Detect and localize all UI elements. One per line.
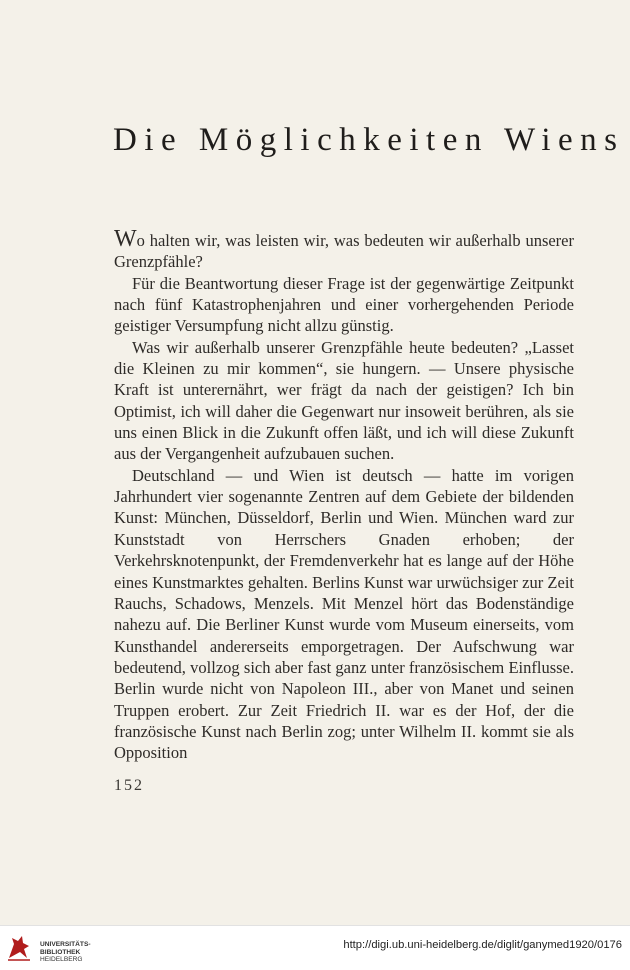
paragraph-2: Für die Beantwortung dieser Frage ist der gegenwärtige Zeitpunkt nach fünf Katastrophenjahren und einer vorhergehenden Periode geistiger Versumpfung nicht allzu günstig. (114, 273, 574, 336)
page-number: 152 (114, 777, 144, 794)
library-name-line-3: HEIDELBERG (40, 956, 83, 964)
library-name (40, 941, 91, 964)
library-logo[interactable] (6, 932, 96, 964)
drop-cap: W (114, 226, 137, 252)
paragraph-1 (114, 226, 574, 273)
library-name-line-1: UNIVERSITÄTS- (40, 941, 91, 948)
paragraph-3: Was wir außerhalb unserer Grenzpfähle heute bedeuten? „Lasset die Kleinen zu mir kommen“, sie hungern. — Unsere physische Kraft ist unterernährt, wer frägt da nach der geistigen? Ich bin Optimist, ich will daher die Gegenwart nur insoweit berühren, als sie uns einen Blick in die Zukunft offen läßt, und ich will diese Zukunft aus der Vergangenheit aufzubauen suchen. (114, 337, 574, 464)
viewer-footer (0, 925, 630, 970)
body-text (114, 226, 574, 764)
heidelberg-lion-icon (6, 932, 32, 962)
paragraph-4: Deutschland — und Wien ist deutsch — hatte im vorigen Jahrhundert vier sogenannte Zentren auf dem Gebiete der bildenden Kunst: München, Düsseldorf, Berlin und Wien. München ward zur Kunststadt von Herrschers Gnaden erhoben; der Verkehrsknotenpunkt, der Fremdenverkehr hat es lange auf der Höhe eines Kunstmarktes gehalten. Berlins Kunst war urwüchsiger zur Zeit Rauchs, Schadows, Menzels. Mit Menzel hört das Bodenständige nahezu auf. Die Berliner Kunst wurde vom Museum einerseits, vom Kunsthandel andererseits emporgetragen. Der Aufschwung war bedeutend, vollzog sich aber fast ganz unter französischem Einflusse. Berlin wurde nicht von Napoleon III., aber von Manet und seinen Truppen erobert. Zur Zeit Friedrich II. war es der Hof, der die französische Kunst nach Berlin zog; unter Wilhelm II. kommt sie als Opposition (114, 465, 574, 763)
source-url-link[interactable]: http://digi.ub.uni-heidelberg.de/diglit/ganymed1920/0176 (343, 939, 622, 951)
paragraph-1-text: o halten wir, was leisten wir, was bedeuten wir außerhalb unserer Grenzpfähle? (114, 231, 574, 272)
library-name-line-2: BIBLIOTHEK (40, 948, 81, 956)
chapter-title: Die Möglichkeiten Wiens (113, 122, 625, 159)
